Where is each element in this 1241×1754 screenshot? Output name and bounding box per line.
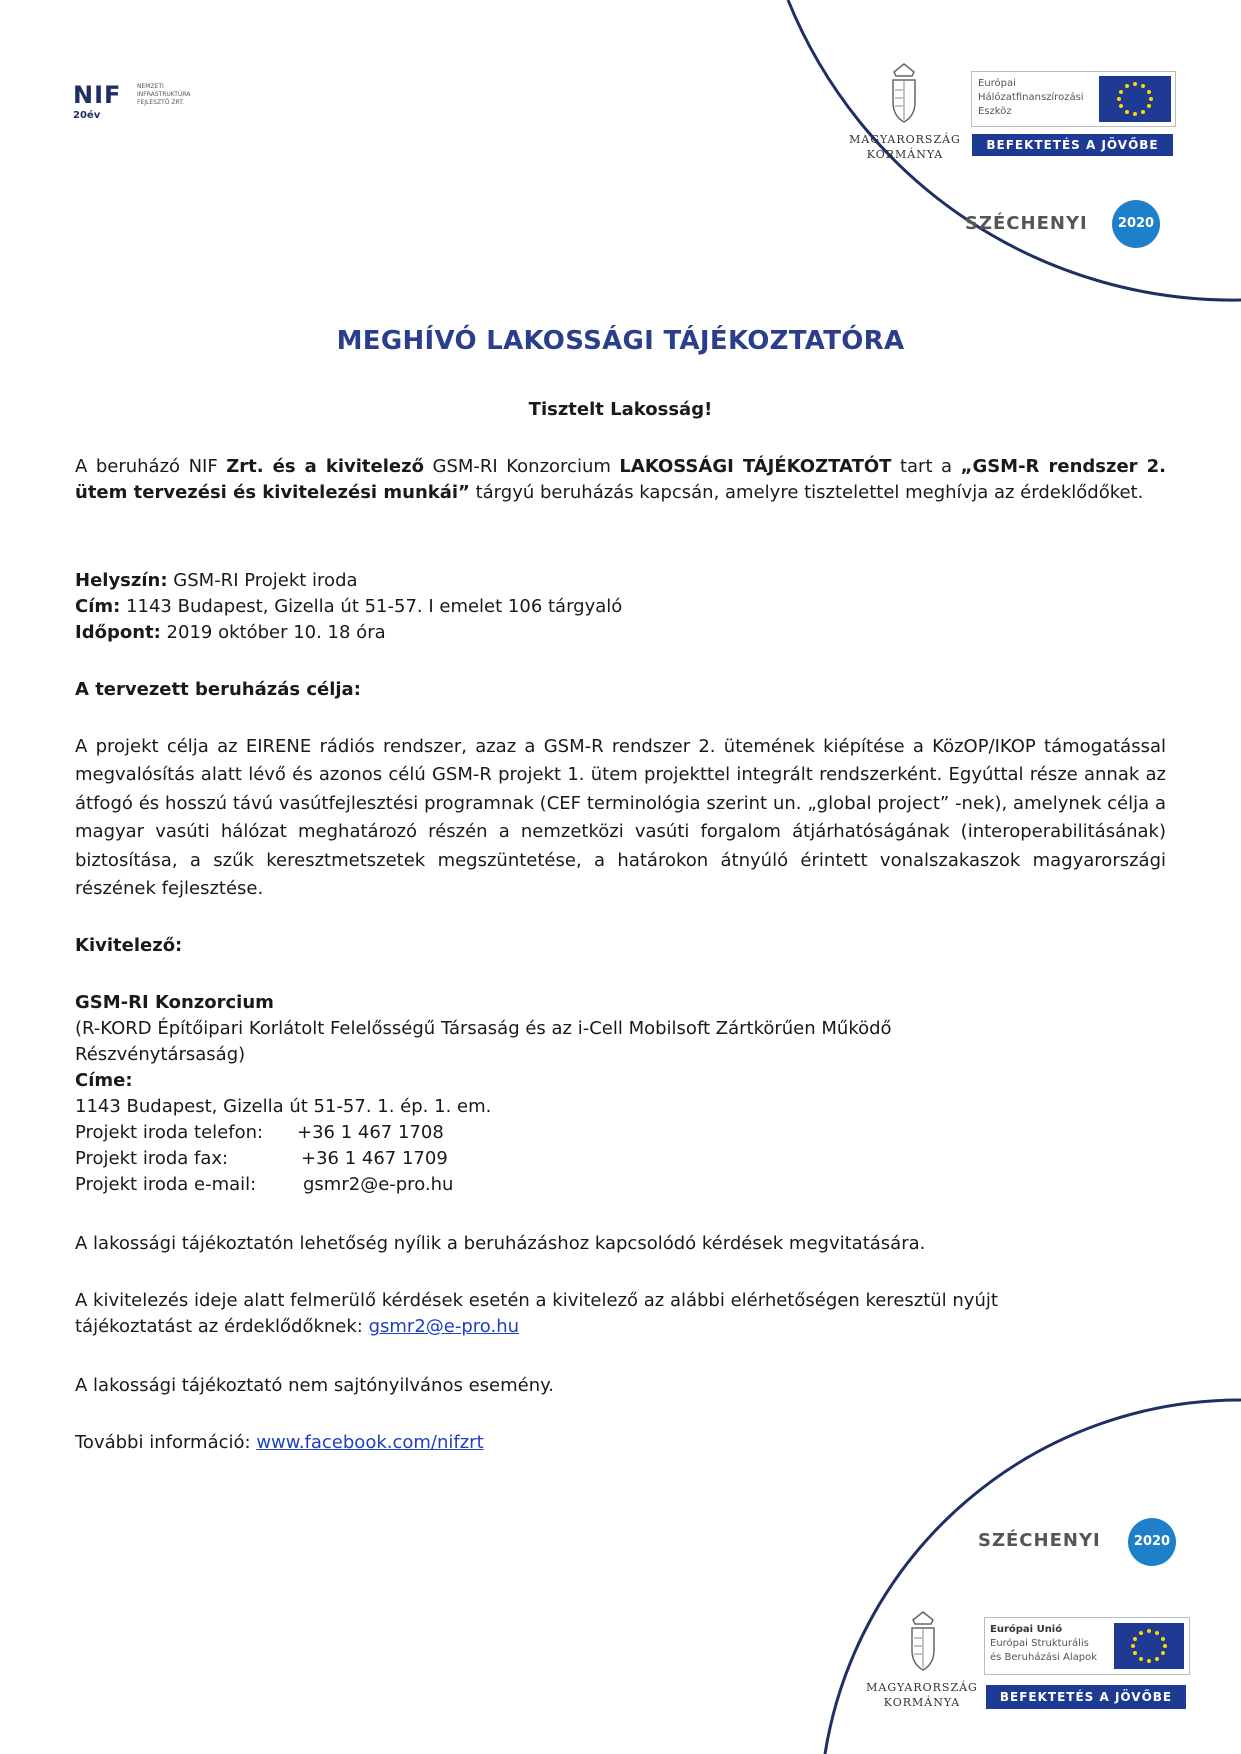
banner-top: BEFEKTETÉS A JÖVŐBE	[972, 134, 1173, 156]
salutation: Tisztelt Lakosság!	[528, 399, 713, 420]
nif-logo-anniversary: 20év	[73, 110, 101, 121]
goal-heading: A tervezett beruházás célja:	[75, 679, 361, 700]
more-info-line: További információ: www.facebook.com/nifzrt	[75, 1432, 484, 1453]
contractor-heading: Kivitelező:	[75, 935, 183, 956]
hungarian-crest-icon-bottom	[906, 1610, 940, 1672]
szechenyi-2020-pin-icon-bottom: 2020	[1128, 1518, 1176, 1566]
discussion-note: A lakossági tájékoztatón lehetőség nyílik a beruházáshoz kapcsolódó kérdések megvitatására.	[75, 1233, 926, 1254]
contractor-details	[75, 990, 1166, 1198]
hungarian-crest-icon	[887, 62, 921, 124]
email-line: Projekt iroda e-mail: gsmr2@e-pro.hu	[75, 1174, 454, 1195]
phone-line: Projekt iroda telefon: +36 1 467 1708	[75, 1122, 444, 1143]
fund-logo-bottom: Európai Unió Európai Strukturális és Beruházási Alapok	[984, 1617, 1190, 1675]
nif-logo-org-name: NEMZETI INFRASTRUKTÚRA FEJLESZTŐ ZRT.	[137, 83, 191, 106]
szechenyi-label-bottom: SZÉCHENYI	[978, 1530, 1101, 1551]
event-details	[75, 568, 1166, 646]
fund-logo-top: Európai Hálózatfinanszírozási Eszköz	[971, 71, 1176, 127]
intro-paragraph: A beruházó NIF Zrt. és a kivitelező GSM-RI Konzorcium LAKOSSÁGI TÁJÉKOZTATÓT tart a „GSM-R rendszer 2. ütem tervezési és kivitelezési munkái” tárgyú beruházás kapcsán, amelyre tisztelettel meghívja az érdeklődőket.	[75, 456, 1166, 503]
szechenyi-label-top: SZÉCHENYI	[965, 213, 1088, 234]
nif-logo	[73, 79, 223, 127]
consortium-members: (R-KORD Építőipari Korlátolt Felelősségű Társaság és az i-Cell Mobilsoft Zártkörűen Működő Részvénytársaság)	[75, 1018, 892, 1065]
eu-flag-icon-bottom	[1114, 1623, 1184, 1669]
time-line: Időpont: 2019 október 10. 18 óra	[75, 622, 386, 643]
press-note: A lakossági tájékoztató nem sajtónyilvános esemény.	[75, 1375, 554, 1396]
goal-paragraph: A projekt célja az EIRENE rádiós rendszer, azaz a GSM-R rendszer 2. ütemének kiépítése a KözOP/IKOP támogatással megvalósítás alatt lévő és azonos célú GSM-R projekt 1. ütem projekttel integrált rendszerként. Egyúttal része annak az átfogó és hosszú távú vasútfejlesztési programnak (CEF terminológia szerint un. „global project” -nek), amelynek célja a magyar vasúti hálózat meghatározó részén a nemzetközi vasúti forgalom átjárhatóságának (interoperabilitásának) biztosítása, a szűk keresztmetszetek megszüntetése, a határokon átnyúló érintett vonalszakaszok magyarországi részének fejlesztése.	[75, 736, 1166, 900]
consortium-name: GSM-RI Konzorcium	[75, 992, 274, 1013]
gov-label-top: MAGYARORSZÁG KORMÁNYA	[849, 133, 961, 161]
contractor-address: 1143 Budapest, Gizella út 51-57. 1. ép. 1. em.	[75, 1096, 492, 1117]
facebook-link[interactable]: www.facebook.com/nifzrt	[256, 1432, 484, 1453]
nif-logo-mark: NIF	[73, 81, 122, 109]
address-line: Cím: 1143 Budapest, Gizella út 51-57. I emelet 106 tárgyaló	[75, 596, 623, 617]
fax-line: Projekt iroda fax: +36 1 467 1709	[75, 1148, 448, 1169]
banner-bottom: BEFEKTETÉS A JÖVŐBE	[986, 1685, 1186, 1709]
location-line: Helyszín: GSM-RI Projekt iroda	[75, 570, 358, 591]
contact-email-link[interactable]: gsmr2@e-pro.hu	[368, 1316, 520, 1337]
gov-label-bottom: MAGYARORSZÁG KORMÁNYA	[866, 1681, 978, 1709]
szechenyi-2020-pin-icon: 2020	[1112, 200, 1160, 248]
page-title: MEGHÍVÓ LAKOSSÁGI TÁJÉKOZTATÓRA	[336, 326, 905, 356]
address-heading: Címe:	[75, 1070, 133, 1091]
eu-flag-icon	[1099, 76, 1171, 122]
contact-note: A kivitelezés ideje alatt felmerülő kérdések esetén a kivitelező az alábbi elérhetőségen keresztül nyújt tájékoztatást az érdeklődőknek: gsmr2@e-pro.hu	[75, 1290, 998, 1337]
